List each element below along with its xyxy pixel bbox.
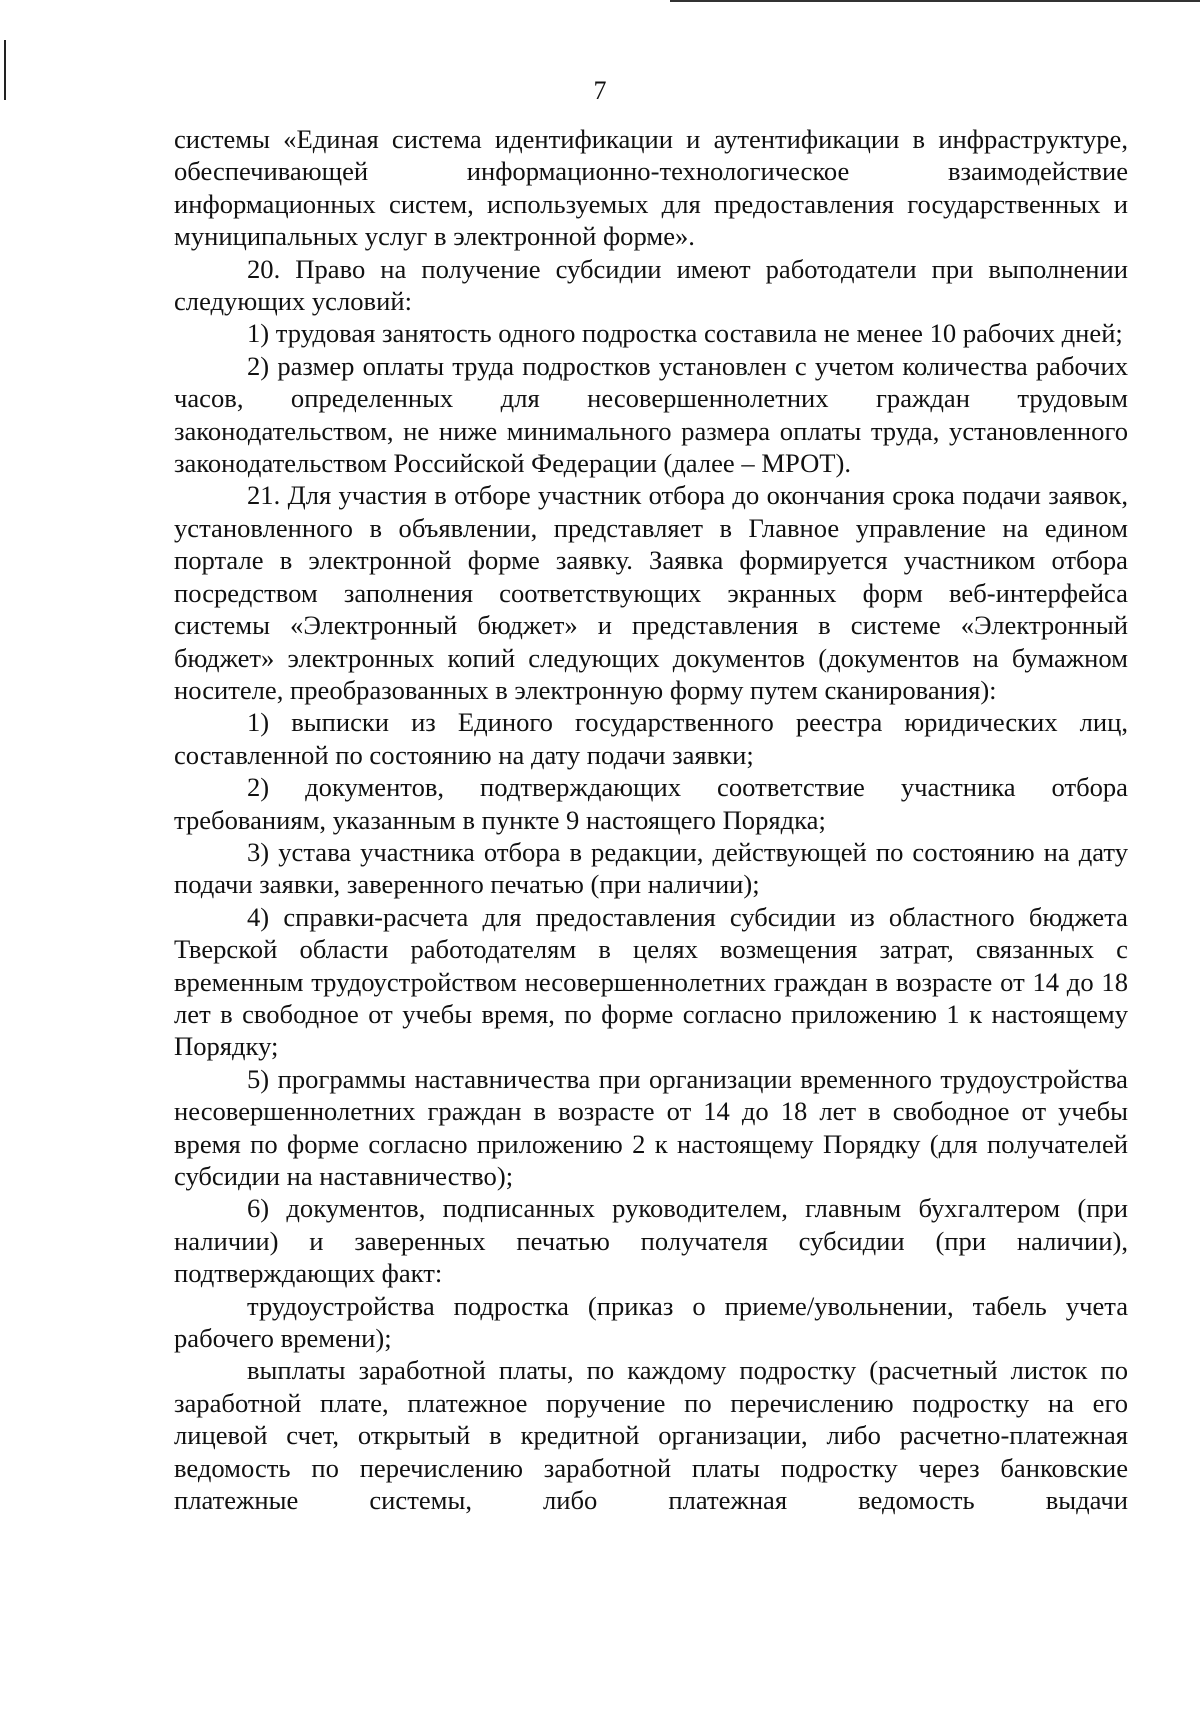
- paragraph-21-item-4: 4) справки-расчета для предоставления субсидии из областного бюджета Тверской области работодателям в целях возмещения затрат, связанных с временным трудоустройством несовершеннолетних граждан в возрасте от 14 до 18 лет в свободное от учебы время, по форме согласно приложению 1 к настоящему Порядку;: [174, 901, 1128, 1062]
- paragraph-21-item-5: 5) программы наставничества при организации временного трудоустройства несовершеннолетних граждан в возрасте от 14 до 18 лет в свободное от учебы время по форме согласно приложению 2 к настоящему Порядку (для получателей субсидии на наставничество);: [174, 1063, 1128, 1191]
- paragraph-20-item-2: 2) размер оплаты труда подростков установлен с учетом количества рабочих часов, определенных для несовершеннолетних граждан трудовым законодательством, не ниже минимального размера оплаты труда, установленного законодательством Российской Федерации (далее – МРОТ).: [174, 350, 1128, 479]
- page-number: 7: [593, 76, 607, 105]
- paragraph-21-item-2: 2) документов, подтверждающих соответствие участника отбора требованиям, указанным в пункте 9 настоящего Порядка;: [174, 772, 1128, 835]
- paragraph-20-item-1: 1) трудовая занятость одного подростка составила не менее 10 рабочих дней;: [247, 318, 1123, 349]
- paragraph-21-item-3: 3) устава участника отбора в редакции, действующей по состоянию на дату подачи заявки, заверенного печатью (при наличии);: [174, 836, 1128, 900]
- paragraph-20: 20. Право на получение субсидии имеют работодатели при выполнении следующих условий:: [174, 253, 1128, 317]
- document-body: [174, 123, 1128, 1516]
- scan-edge-top: [670, 0, 1200, 2]
- paragraph-21-item-1: 1) выписки из Единого государственного реестра юридических лиц, составленной по состоянию на дату подачи заявки;: [174, 707, 1128, 770]
- paragraph-salary-fact: выплаты заработной платы, по каждому подростку (расчетный листок по заработной плате, платежное поручение по перечислению подростку на его лицевой счет, открытый в кредитной организации, либо расчетно-платежная ведомость по перечислению заработной платы подростку через банковские платежные системы, либо платежная ведомость выдачи: [174, 1355, 1128, 1516]
- paragraph-employment-fact: трудоустройства подростка (приказ о приеме/увольнении, табель учета рабочего времени);: [174, 1290, 1128, 1354]
- paragraph-continuation: системы «Единая система идентификации и аутентификации в инфраструктуре, обеспечивающей информационно-технологическое взаимодействие информационных систем, используемых для предоставления государственных и муниципальных услуг в электронной форме».: [174, 124, 1128, 252]
- paragraph-21-item-6: 6) документов, подписанных руководителем, главным бухгалтером (при наличии) и заверенных печатью получателя субсидии (при наличии), подтверждающих факт:: [174, 1193, 1128, 1289]
- paragraph-21: 21. Для участия в отборе участник отбора до окончания срока подачи заявок, установленного в объявлении, представляет в Главное управление на едином портале в электронной форме заявку. Заявка формируется участником отбора посредством заполнения соответствующих экранных форм веб-интерфейса системы «Электронный бюджет» и представления в системе «Электронный бюджет» электронных копий следующих документов (документов на бумажном носителе, преобразованных в электронную форму путем сканирования):: [174, 480, 1128, 705]
